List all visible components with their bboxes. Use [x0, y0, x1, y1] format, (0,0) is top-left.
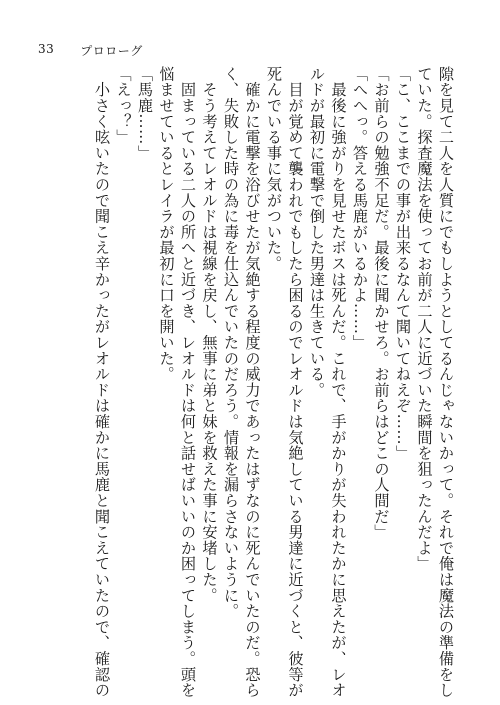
- text-line: 死んでいる事に気がついた。: [265, 66, 283, 272]
- page-number: 33: [38, 42, 55, 56]
- text-line: 「お前らの勉強不足だ。最後に聞かせろ。お前らはどこの人間だ」: [372, 66, 391, 540]
- text-line: 小さく呟いたので聞こえ辛かったがレオルドは確かに馬鹿と聞こえていたので、確認の: [93, 66, 111, 698]
- chapter-title: プロローグ: [80, 44, 143, 58]
- text-line: 最後に強がりを見せたボスは死んだ。これで、手がかりが失われたかに思えたが、レオ: [329, 66, 348, 698]
- novel-body-text: [60, 66, 456, 698]
- text-line: 「こ、ここまでの事が出来るなんて聞いてねえぞ……」: [394, 66, 412, 461]
- text-line: 「えっ？」: [114, 66, 133, 145]
- text-line: 固まっている二人の所へと近づき、レオルドは何と話せばいいのか困ってしまう。頭を: [179, 66, 197, 698]
- text-line: 隙を見て二人を人質にでもしようとしてるんじゃないかって。それで俺は魔法の準備をし: [437, 66, 455, 698]
- text-line: 目が覚めて襲われでもしたら困るのでレオルドは気絶している男達に近づくと、彼等が: [286, 66, 305, 698]
- text-line: 「馬鹿……」: [136, 66, 154, 161]
- text-line: ルドが最初に電撃で倒した男達は生きている。: [308, 66, 326, 398]
- text-line: く、失敗した時の為に毒を仕込んでいたのだろう。情報を漏らさないように。: [222, 66, 240, 619]
- text-line: 確かに電撃を浴びせたが気絶する程度の威力であったはずなのに死んでいたのだ。恐ら: [243, 66, 262, 698]
- text-line: 悩ませているとレイラが最初に口を開いた。: [157, 66, 176, 382]
- text-line: ていた。探査魔法を使ってお前が二人に近づいた瞬間を狙ったんだよ」: [415, 66, 434, 572]
- page-header: [38, 42, 143, 59]
- text-line: そう考えてレオルドは視線を戻し、無事に弟と妹を救えた事に安堵した。: [200, 66, 219, 604]
- text-line: 「へへっ。答える馬鹿がいるかよ……」: [351, 66, 369, 351]
